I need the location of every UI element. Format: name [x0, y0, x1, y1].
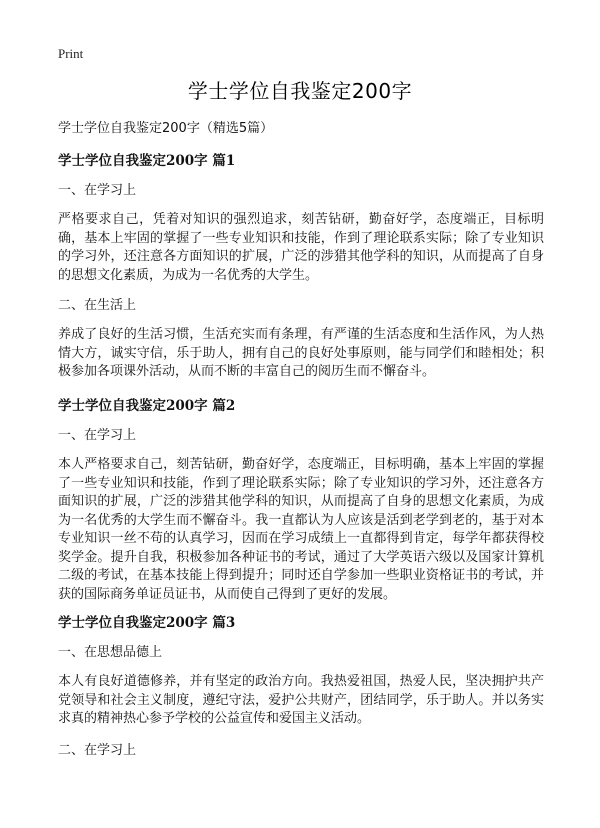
- section-1-paragraph-2: 养成了良好的生活习惯，生活充实而有条理，有严谨的生活态度和生活作风，为人热情大方，诚实守信，乐于助人，拥有自己的良好处事原则，能与同学们和睦相处；积极参加各项课外活动，从而不断的丰富自己的阅历生而不懈奋斗。: [58, 327, 544, 379]
- section-heading-1: 学士学位自我鉴定200字 篇1: [58, 153, 236, 169]
- section-3-subheading-1: 一、在思想品德上: [58, 645, 163, 660]
- section-3-subheading-2: 二、在学习上: [58, 743, 137, 758]
- section-heading-3: 学士学位自我鉴定200字 篇3: [58, 615, 236, 631]
- print-link[interactable]: Print: [58, 46, 84, 61]
- section-2-paragraph-1: 本人严格要求自己，刻苦钻研，勤奋好学，态度端正，目标明确，基本上牢固的掌握了一些专业知识和技能，作到了理论联系实际；除了专业知识的学习外，还注意各方面知识的扩展，广泛的涉猎其他学科的知识，从而提高了自身的思想文化素质，为成为一名优秀的大学生而不懈奋斗。我一直都认为人应该是活到老学到老的，基于对本专业知识一丝不苟的认真学习，因而在学习成绩上一直都得到肯定，每学年都获得校奖学金。提升自我，积极参加各种证书的考试，通过了大学英语六级以及国家计算机二级的考试，在基本技能上得到提升；同时还自学参加一些职业资格证书的考试，并获的国际商务单证员证书，从而使自己得到了更好的发展。: [58, 457, 544, 602]
- page-title: 学士学位自我鉴定200字: [187, 79, 413, 103]
- section-1-subheading-2: 二、在生活上: [58, 298, 137, 313]
- section-1-subheading-1: 一、在学习上: [58, 183, 137, 198]
- section-1-paragraph-1: 严格要求自己，凭着对知识的强烈追求，刻苦钻研，勤奋好学，态度端正，目标明确，基本上牢固的掌握了一些专业知识和技能，作到了理论联系实际；除了专业知识的学习外，还注意各方面知识的扩展，广泛的涉猎其他学科的知识，从而提高了自身的思想文化素质，为成为一名优秀的大学生。: [58, 212, 544, 283]
- section-2-subheading-1: 一、在学习上: [58, 428, 137, 443]
- document-subtitle: 学士学位自我鉴定200字（精选5篇）: [58, 121, 274, 136]
- section-heading-2: 学士学位自我鉴定200字 篇2: [58, 398, 236, 414]
- section-3-paragraph-1: 本人有良好道德修养，并有坚定的政治方向。我热爱祖国，热爱人民，坚决拥护共产党领导和社会主义制度，遵纪守法，爱护公共财产，团结同学，乐于助人。并以务实求真的精神热心参予学校的公益宣传和爱国主义活动。: [58, 674, 544, 726]
